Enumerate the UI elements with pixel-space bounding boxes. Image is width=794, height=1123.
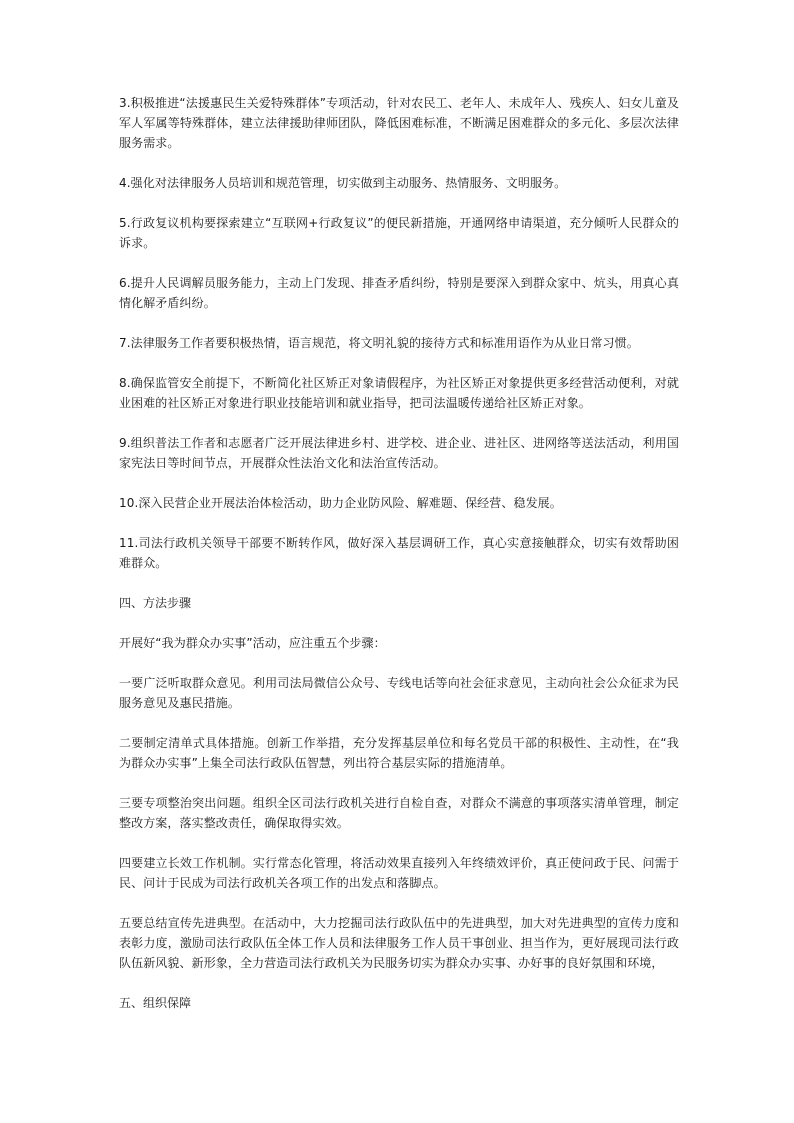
paragraph-item-3: 3.积极推进“法援惠民生关爱特殊群体”专项活动，针对农民工、老年人、未成年人、残疾人、妇女儿童及军人军属等特殊群体，建立法律援助律师团队，降低困难标准，不断满足困难群众的多元化、多层次法律服务需求。 bbox=[119, 96, 679, 150]
paragraph-item-10: 10.深入民营企业开展法治体检活动，助力企业防风险、解难题、保经营、稳发展。 bbox=[119, 496, 562, 510]
step-4-paragraph: 四要建立长效工作机制。实行常态化管理，将活动效果直接列入年终绩效评价，真正使问政于民、问需于民、问计于民成为司法行政机关各项工作的出发点和落脚点。 bbox=[119, 856, 679, 890]
step-5-paragraph: 五要总结宣传先进典型。在活动中，大力挖掘司法行政队伍中的先进典型，加大对先进典型的宣传力度和表彰力度，激励司法行政队伍全体工作人员和法律服务工作人员干事创业、担当作为，更好展现司法行政队伍新风貌、新形象，全力营造司法行政机关为民服务切实为群众办实事、办好事的良好氛围和环境， bbox=[119, 916, 679, 970]
paragraph-item-6: 6.提升人民调解员服务能力，主动上门发现、排查矛盾纠纷，特别是要深入到群众家中、炕头，用真心真情化解矛盾纠纷。 bbox=[119, 276, 679, 310]
document-page bbox=[119, 93, 679, 1033]
paragraph-item-7: 7.法律服务工作者要积极热情，语言规范，将文明礼貌的接待方式和标准用语作为从业日常习惯。 bbox=[119, 336, 639, 350]
paragraph-item-9: 9.组织普法工作者和志愿者广泛开展法律进乡村、进学校、进企业、进社区、进网络等送法活动，利用国家宪法日等时间节点，开展群众性法治文化和法治宣传活动。 bbox=[119, 436, 679, 470]
paragraph-item-8: 8.确保监管安全前提下，不断简化社区矫正对象请假程序，为社区矫正对象提供更多经营活动便利，对就业困难的社区矫正对象进行职业技能培训和就业指导，把司法温暖传递给社区矫正对象。 bbox=[119, 376, 679, 410]
paragraph-item-4: 4.强化对法律服务人员培训和规范管理，切实做到主动服务、热情服务、文明服务。 bbox=[119, 176, 567, 190]
paragraph-item-11: 11.司法行政机关领导干部要不断转作风，做好深入基层调研工作，真心实意接触群众，切实有效帮助困难群众。 bbox=[119, 536, 679, 570]
step-1-paragraph: 一要广泛听取群众意见。利用司法局微信公众号、专线电话等向社会征求意见，主动向社会公众征求为民服务意见及惠民措施。 bbox=[119, 676, 679, 710]
step-3-paragraph: 三要专项整治突出问题。组织全区司法行政机关进行自检自查，对群众不满意的事项落实清单管理，制定整改方案，落实整改责任，确保取得实效。 bbox=[119, 796, 679, 830]
section-5-heading: 五、组织保障 bbox=[119, 996, 192, 1010]
paragraph-item-5: 5.行政复议机构要探索建立“互联网+行政复议”的便民新措施，开通网络申请渠道，充分倾听人民群众的诉求。 bbox=[119, 216, 679, 250]
step-2-paragraph: 二要制定清单式具体措施。创新工作举措，充分发挥基层单位和每名党员干部的积极性、主动性，在“我为群众办实事”上集全司法行政队伍智慧，列出符合基层实际的措施清单。 bbox=[119, 736, 679, 770]
section-4-heading: 四、方法步骤 bbox=[119, 596, 192, 610]
section-4-intro: 开展好“我为群众办实事”活动，应注重五个步骤： bbox=[119, 636, 386, 650]
